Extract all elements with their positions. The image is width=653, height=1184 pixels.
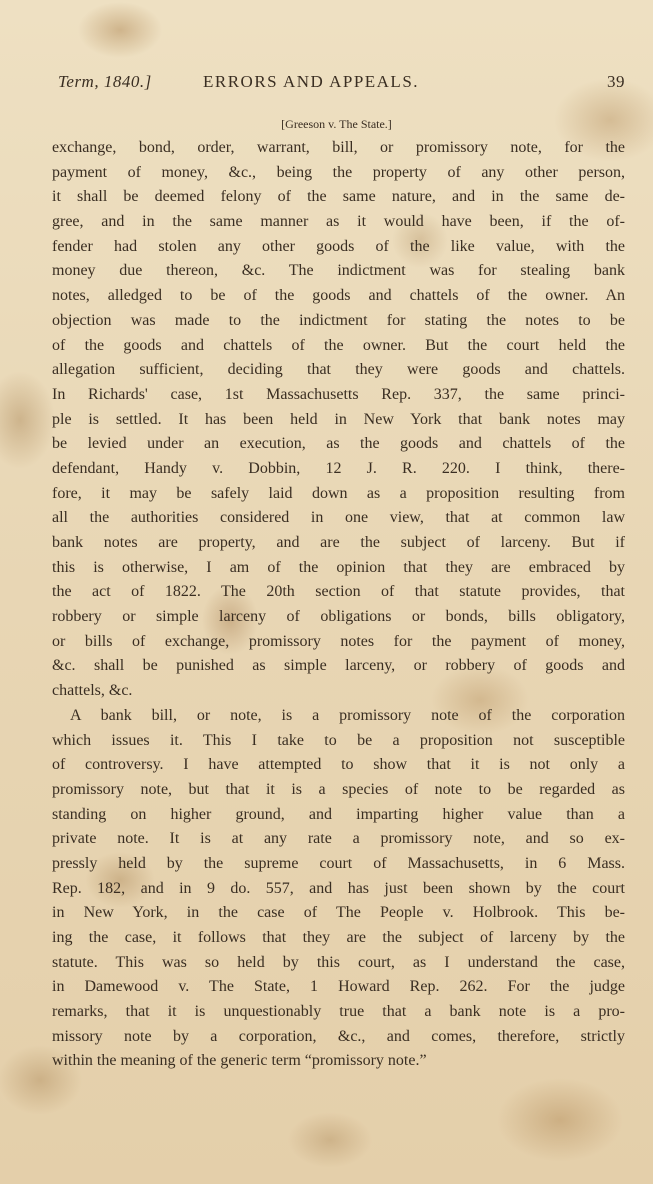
text-line: fore, it may be safely laid down as a proposition resulting from: [52, 484, 625, 502]
text-line: statute. This was so held by this court, as I understand the case,: [52, 953, 625, 971]
header-title: ERRORS AND APPEALS.: [203, 72, 420, 91]
text-line: allegation sufficient, deciding that they were goods and chattels.: [52, 361, 625, 379]
text-line: this is otherwise, I am of the opinion that they are embraced by: [52, 558, 625, 576]
text-line: private note. It is at any rate a promissory note, and so ex-: [52, 830, 625, 848]
text-line: In Richards' case, 1st Massachusetts Rep. 337, the same princi-: [52, 385, 625, 403]
text-line: Rep. 182, and in 9 do. 557, and has just been shown by the court: [52, 879, 625, 897]
body-text: [52, 136, 625, 1074]
text-line: all the authorities considered in one view, that at common law: [52, 509, 625, 527]
text-line: payment of money, &c., being the property of any other person,: [52, 163, 625, 181]
page-number: 39: [607, 72, 625, 91]
text-line: or bills of exchange, promissory notes for the payment of money,: [52, 632, 625, 650]
text-line: remarks, that it is unquestionably true that a bank note is a pro-: [52, 1003, 625, 1021]
text-line: the act of 1822. The 20th section of that statute provides, that: [52, 583, 625, 601]
text-line: exchange, bond, order, warrant, bill, or promissory note, for the: [52, 139, 625, 156]
text-line: money due thereon, &c. The indictment was for stealing bank: [52, 262, 625, 280]
text-line: standing on higher ground, and imparting higher value than a: [52, 805, 625, 823]
text-line: in Damewood v. The State, 1 Howard Rep. 262. For the judge: [52, 978, 625, 996]
text-line: &c. shall be punished as simple larceny, or robbery of goods and: [52, 657, 625, 675]
text-line: notes, alledged to be of the goods and chattels of the owner. An: [52, 287, 625, 305]
text-line: it shall be deemed felony of the same nature, and in the same de-: [52, 188, 625, 206]
text-line: A bank bill, or note, is a promissory note of the corporation: [70, 706, 625, 724]
text-line: promissory note, but that it is a species of note to be regarded as: [52, 780, 625, 798]
text-line: ing the case, it follows that they are the subject of larceny by the: [52, 929, 625, 946]
text-line: gree, and in the same manner as it would have been, if the of-: [52, 213, 625, 231]
case-subhead: [0, 117, 653, 132]
text-line: of controversy. I have attempted to show that it is not only a: [52, 756, 625, 774]
text-line: in New York, in the case of The People v. Holbrook. This be-: [52, 904, 625, 922]
text-line: within the meaning of the generic term “promissory note.”: [52, 1052, 427, 1070]
text-line: pressly held by the supreme court of Massachusetts, in 6 Mass.: [52, 854, 625, 872]
text-line: missory note by a corporation, &c., and comes, therefore, strictly: [52, 1027, 625, 1045]
text-line: which issues it. This I take to be a proposition not susceptible: [52, 731, 625, 749]
text-line: ple is settled. It has been held in New York that bank notes may: [52, 410, 625, 428]
text-line: objection was made to the indictment for stating the notes to be: [52, 311, 625, 329]
text-line: bank notes are property, and are the subject of larceny. But if: [52, 534, 625, 551]
text-line: fender had stolen any other goods of the like value, with the: [52, 237, 625, 255]
header-term: Term, 1840.]: [58, 72, 152, 91]
text-line: chattels, &c.: [52, 682, 133, 700]
text-line: robbery or simple larceny of obligations or bonds, bills obligatory,: [52, 608, 625, 626]
text-line: of the goods and chattels of the owner. But the court held the: [52, 336, 625, 354]
running-header: [58, 72, 625, 96]
text-line: be levied under an execution, as the goods and chattels of the: [52, 435, 625, 453]
text-line: defendant, Handy v. Dobbin, 12 J. R. 220. I think, there-: [52, 459, 625, 477]
case-name: [Greeson v. The State.]: [281, 117, 392, 131]
